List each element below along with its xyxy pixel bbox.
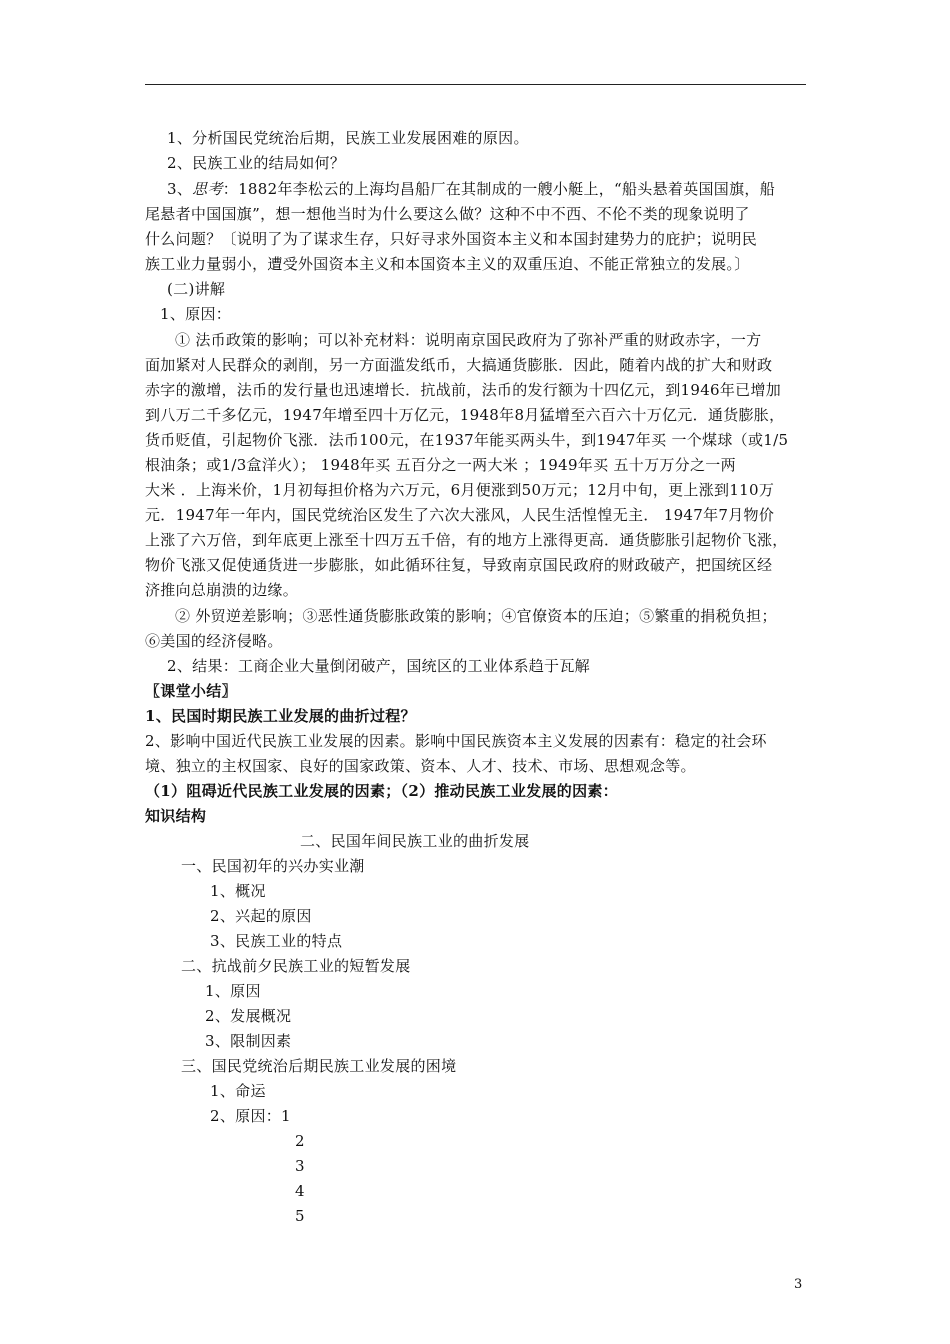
question-3-line-2: 尾悬者中国国旗”，想一想他当时为什么要这么做？这种不中不西、不伦不类的现象说明了 [145,205,750,223]
other-causes-line-2: ⑥美国的经济侵略。 [145,632,283,650]
outline-section-3: 三、国民党统治后期民族工业发展的困境 [181,1057,457,1075]
explain-heading: (二)讲解 [167,280,226,298]
question-2: 2、民族工业的结局如何？ [167,154,346,172]
summary-item-2-line-1: 2、影响中国近代民族工业发展的因素。影响中国民族资本主义发展的因素有：稳定的社会环 [145,732,767,750]
question-3-line-3: 什么问题？〔说明了为了谋求生存，只好寻求外国资本主义和本国封建势力的庇护；说明民 [145,230,758,248]
cause-line-2: 面加紧对人民群众的剥削，另一方面滥发纸币，大搞通货膨胀．因此，随着内战的扩大和财政 [145,356,773,374]
cause-line-9: 上涨了六万倍，到年底更上涨至十四万五千倍，有的地方上涨得更高．通货膨胀引起物价飞涨， [145,531,788,549]
summary-item-1: 1、民国时期民族工业发展的曲折过程？ [145,707,416,725]
outline-item: 2、兴起的原因 [210,907,312,925]
cause-line-6: 根油条；或1/3盒洋火）； 1948年买 五百分之一两大米 ；1949年买 五十万万分之一两 [145,456,736,474]
outline-item: 1、原因 [205,982,261,1000]
page-number: 3 [794,1277,803,1292]
cause-line-1: ① 法币政策的影响；可以补充材料：说明南京国民政府为了弥补严重的财政赤字，一方 [175,331,762,349]
summary-heading: 〖课堂小结〗 [145,682,237,700]
outline-item: 2、原因：1 [210,1107,291,1125]
outline-subitem: 5 [295,1207,305,1225]
outline-subitem: 4 [295,1182,305,1200]
structure-heading: 知识结构 [145,807,207,825]
cause-line-3: 赤字的激增，法币的发行量也迅速增长．抗战前，法币的发行额为十四亿元，到1946年已增加 [145,381,782,399]
outline-item: 1、命运 [210,1082,266,1100]
result-line: 2、结果：工商企业大量倒闭破产，国统区的工业体系趋于瓦解 [167,657,590,675]
other-causes-line-1: ② 外贸逆差影响；③恶性通货膨胀政策的影响；④官僚资本的压迫；⑤繁重的捐税负担； [175,607,777,625]
cause-line-8: 元．1947年一年内，国民党统治区发生了六次大涨风，人民生活惶惶无主． 1947年7月物价 [145,506,775,524]
question-1: 1、分析国民党统治后期，民族工业发展困难的原因。 [167,129,529,147]
outline-section-2: 二、抗战前夕民族工业的短暂发展 [181,957,411,975]
cause-line-7: 大米 ．上海米价，1月初每担价格为六万元，6月便涨到50万元；12月中旬，更上涨到110万 [145,481,775,499]
question-3-text: ：1882年李松云的上海均昌船厂在其制成的一艘小艇上，“船头悬着英国国旗，船 [222,180,776,198]
cause-line-4: 到八万二千多亿元，1947年增至四十万亿元，1948年8月猛增至六百六十万亿元．通货膨胀， [145,406,785,424]
cause-line-10: 物价飞涨又促使通货进一步膨胀，如此循环往复，导致南京国民政府的财政破产，把国统区经 [145,556,773,574]
question-3-line-1 [167,179,775,199]
question-3-think: 思考 [192,180,223,198]
outline-title: 二、民国年间民族工业的曲折发展 [300,832,530,850]
outline-subitem: 3 [295,1157,305,1175]
outline-section-1: 一、民国初年的兴办实业潮 [181,857,365,875]
outline-item: 1、概况 [210,882,266,900]
question-3-line-4: 族工业力量弱小，遭受外国资本主义和本国资本主义的双重压迫、不能正常独立的发展。〕 [145,255,750,273]
outline-subitem: 2 [295,1132,305,1150]
summary-factors: （1）阻碍近代民族工业发展的因素；（2）推动民族工业发展的因素： [145,782,618,800]
outline-item: 3、限制因素 [205,1032,292,1050]
summary-item-2-line-2: 境、独立的主权国家、良好的国家政策、资本、人才、技术、市场、思想观念等。 [145,757,696,775]
outline-item: 2、发展概况 [205,1007,292,1025]
cause-title: 1、原因： [160,305,232,323]
question-3-prefix: 3、 [167,180,193,198]
cause-line-11: 济推向总崩溃的边缘。 [145,581,299,599]
header-rule [145,84,806,85]
outline-item: 3、民族工业的特点 [210,932,343,950]
cause-line-5: 货币贬值，引起物价飞涨．法币100元，在1937年能买两头牛，到1947年买 一个煤球（或1/5 [145,431,789,449]
